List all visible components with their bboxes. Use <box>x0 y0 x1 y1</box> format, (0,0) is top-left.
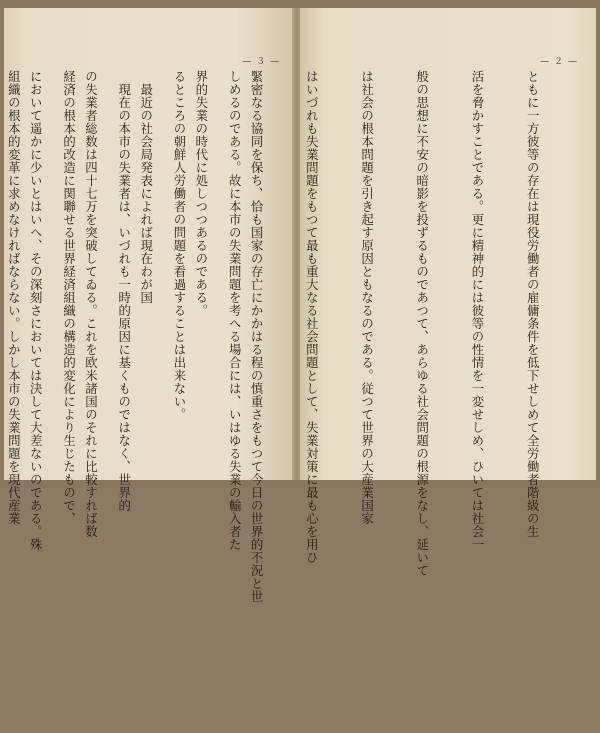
text-line: はいづれも失業問題をもつて最も重大なる社会問題として、失業対策に最も心を用ひ <box>304 70 320 564</box>
text-line: 界的失業の時代に処しつつあるのである。 <box>193 70 209 317</box>
text-line: 活を脅かすことである。更に精神的には彼等の性情を一変せしめ、ひいては社会一 <box>469 70 485 551</box>
text-line: 最近の社会局発表によれば現在わが国 <box>138 70 154 304</box>
text-line: 現在の本市の失業者は、いづれも一時的原因に基くものではなく、世界的 <box>116 70 132 512</box>
text-line: しめるのである。故に本市の失業問題を考へる場合には、いはゆる失業の輸入者た <box>227 70 243 551</box>
text-line: 緊密なる協同を保ち、恰も国家の存亡にかかはる程の慎重さをもつて今日の世界的不況と世 <box>249 70 265 603</box>
text-line: 組織の根本的変革に求めなければならない。しかし本市の失業問題を現代産業 <box>6 70 22 525</box>
text-line: 経済の根本的改造に関聯せる世界経済組織の構造的変化により生じたもので、 <box>61 70 77 525</box>
left-page-number: — ３ — <box>242 57 280 67</box>
right-page-body <box>0 70 578 603</box>
text-line: ともに一方彼等の存在は現役労働者の雇傭条件を低下せしめて全労働者階級の生 <box>525 70 541 538</box>
text-line: るところの朝鮮人労働者の問題を看過することは出来ない。 <box>171 70 187 421</box>
text-line: において遥かに少いとはいへ、その深刻さにおいては決して大差ないのである。殊 <box>28 70 44 551</box>
right-page-number: — ２ — <box>540 57 578 67</box>
text-line: は社会の根本問題を引き起す原因ともなるのである。従つて世界の大産業国家 <box>359 70 375 525</box>
text-line: の失業者総数は四十七万を突破してゐる。これを欧米諸国のそれに比較すれば数 <box>83 70 99 538</box>
text-line: 般の思想に不安の暗影を投ずるものであつて、あらゆる社会問題の根源をなし、延いて <box>414 70 430 577</box>
